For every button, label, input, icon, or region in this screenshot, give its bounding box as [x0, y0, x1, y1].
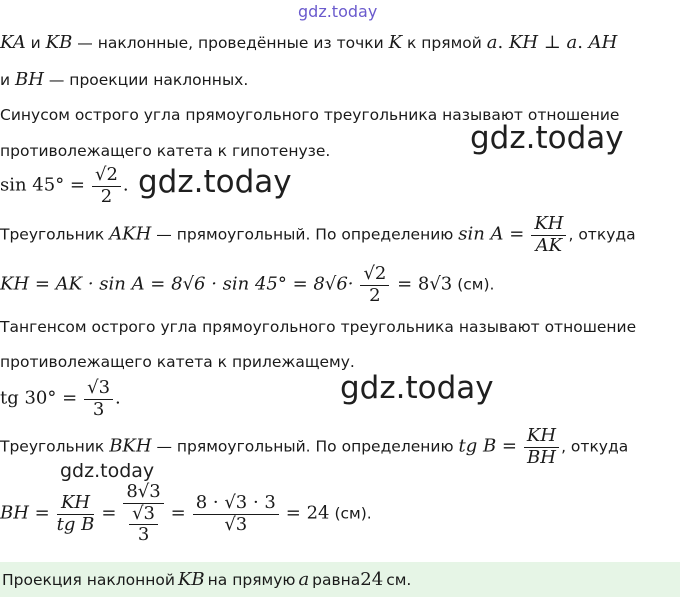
- text-line: [0, 426, 628, 468]
- numerator: √2: [92, 165, 121, 187]
- math: 24: [360, 569, 384, 590]
- math: tg B =: [458, 435, 517, 457]
- math: a: [298, 569, 310, 590]
- text: к прямой: [402, 34, 487, 52]
- fraction: [193, 493, 279, 535]
- fraction: [57, 493, 95, 535]
- numerator: √3: [84, 378, 113, 400]
- text-line: [0, 214, 636, 256]
- text: — проекции наклонных.: [43, 71, 249, 89]
- math: KH ⊥ a: [508, 32, 578, 53]
- math: sin 45° =: [0, 174, 86, 196]
- text: — наклонные, проведённые из точки: [72, 34, 389, 52]
- text: — прямоугольный. По определению: [151, 437, 459, 456]
- text: Проекция наклонной: [2, 570, 175, 589]
- formula-bh: [0, 482, 372, 546]
- text: на прямую: [207, 570, 296, 589]
- answer-box: [0, 562, 680, 597]
- denominator: 2: [100, 185, 113, 207]
- formula-sin45: [0, 165, 129, 207]
- math: sin A =: [458, 223, 525, 245]
- denominator: 2: [369, 284, 381, 306]
- compound-fraction: [123, 482, 163, 546]
- text: (см).: [329, 504, 372, 523]
- text: (см).: [452, 275, 495, 294]
- numerator: KH: [531, 214, 566, 236]
- text-line: [0, 32, 617, 53]
- math: AKH: [109, 223, 152, 245]
- watermark: gdz.today: [470, 120, 624, 156]
- math: KA: [0, 32, 26, 53]
- math: BH =: [0, 502, 50, 524]
- formula-tg30: [0, 378, 121, 420]
- denominator: 3: [92, 398, 105, 420]
- numerator: 8 · √3 · 3: [193, 493, 279, 515]
- text: , откуда: [568, 225, 636, 244]
- watermark: gdz.today: [340, 370, 494, 406]
- fraction: [524, 426, 559, 468]
- math: .: [577, 32, 589, 53]
- text: и: [0, 71, 16, 89]
- fraction: [531, 214, 566, 256]
- watermark: gdz.today: [60, 460, 155, 482]
- denominator: √3: [224, 513, 248, 535]
- text: Треугольник: [0, 437, 110, 456]
- denominator: tg B: [56, 513, 95, 535]
- numerator: KH: [524, 426, 559, 448]
- denominator: [123, 504, 163, 546]
- math: BKH: [109, 435, 152, 457]
- definition-text: противолежащего катета к прилежащему.: [0, 353, 355, 371]
- text: Треугольник: [0, 225, 110, 244]
- math: =: [170, 502, 186, 524]
- text: равна: [312, 570, 361, 589]
- text: см.: [386, 570, 412, 589]
- formula-kh: [0, 264, 494, 306]
- denominator: AK: [535, 234, 563, 256]
- math: a: [486, 32, 498, 53]
- definition-text: Синусом острого угла прямоугольного треугольника называют отношение: [0, 106, 620, 124]
- numerator: √3: [129, 504, 158, 526]
- math: = 24: [285, 502, 330, 524]
- numerator: KH: [57, 493, 95, 515]
- text: и: [25, 34, 46, 52]
- watermark: gdz.today: [138, 164, 292, 200]
- numerator: 8√3: [123, 482, 163, 504]
- math: tg 30° =: [0, 387, 78, 409]
- fraction: [92, 165, 121, 207]
- math: K: [388, 32, 403, 53]
- definition-text: Тангенсом острого угла прямоугольного треугольника называют отношение: [0, 318, 637, 336]
- watermark: gdz.today: [298, 2, 378, 21]
- text: — прямоугольный. По определению: [151, 225, 459, 244]
- fraction: [360, 264, 389, 306]
- math: KH = AK · sin A = 8√6 · sin 45° = 8√6·: [0, 273, 354, 295]
- definition-text: противолежащего катета к гипотенузе.: [0, 142, 331, 160]
- text-line: [0, 69, 248, 90]
- math: KB: [177, 569, 205, 590]
- math: = 8√3: [391, 273, 453, 295]
- math: .: [497, 32, 509, 53]
- math: =: [101, 502, 117, 524]
- math: .: [115, 387, 121, 409]
- text: , откуда: [561, 437, 629, 456]
- math: KB: [45, 32, 73, 53]
- math: BH: [15, 69, 44, 90]
- math: AH: [588, 32, 618, 53]
- denominator: 3: [137, 524, 150, 546]
- numerator: √2: [360, 264, 389, 286]
- fraction: [84, 378, 113, 420]
- math: .: [122, 174, 129, 196]
- denominator: BH: [527, 446, 556, 468]
- fraction: [129, 504, 158, 546]
